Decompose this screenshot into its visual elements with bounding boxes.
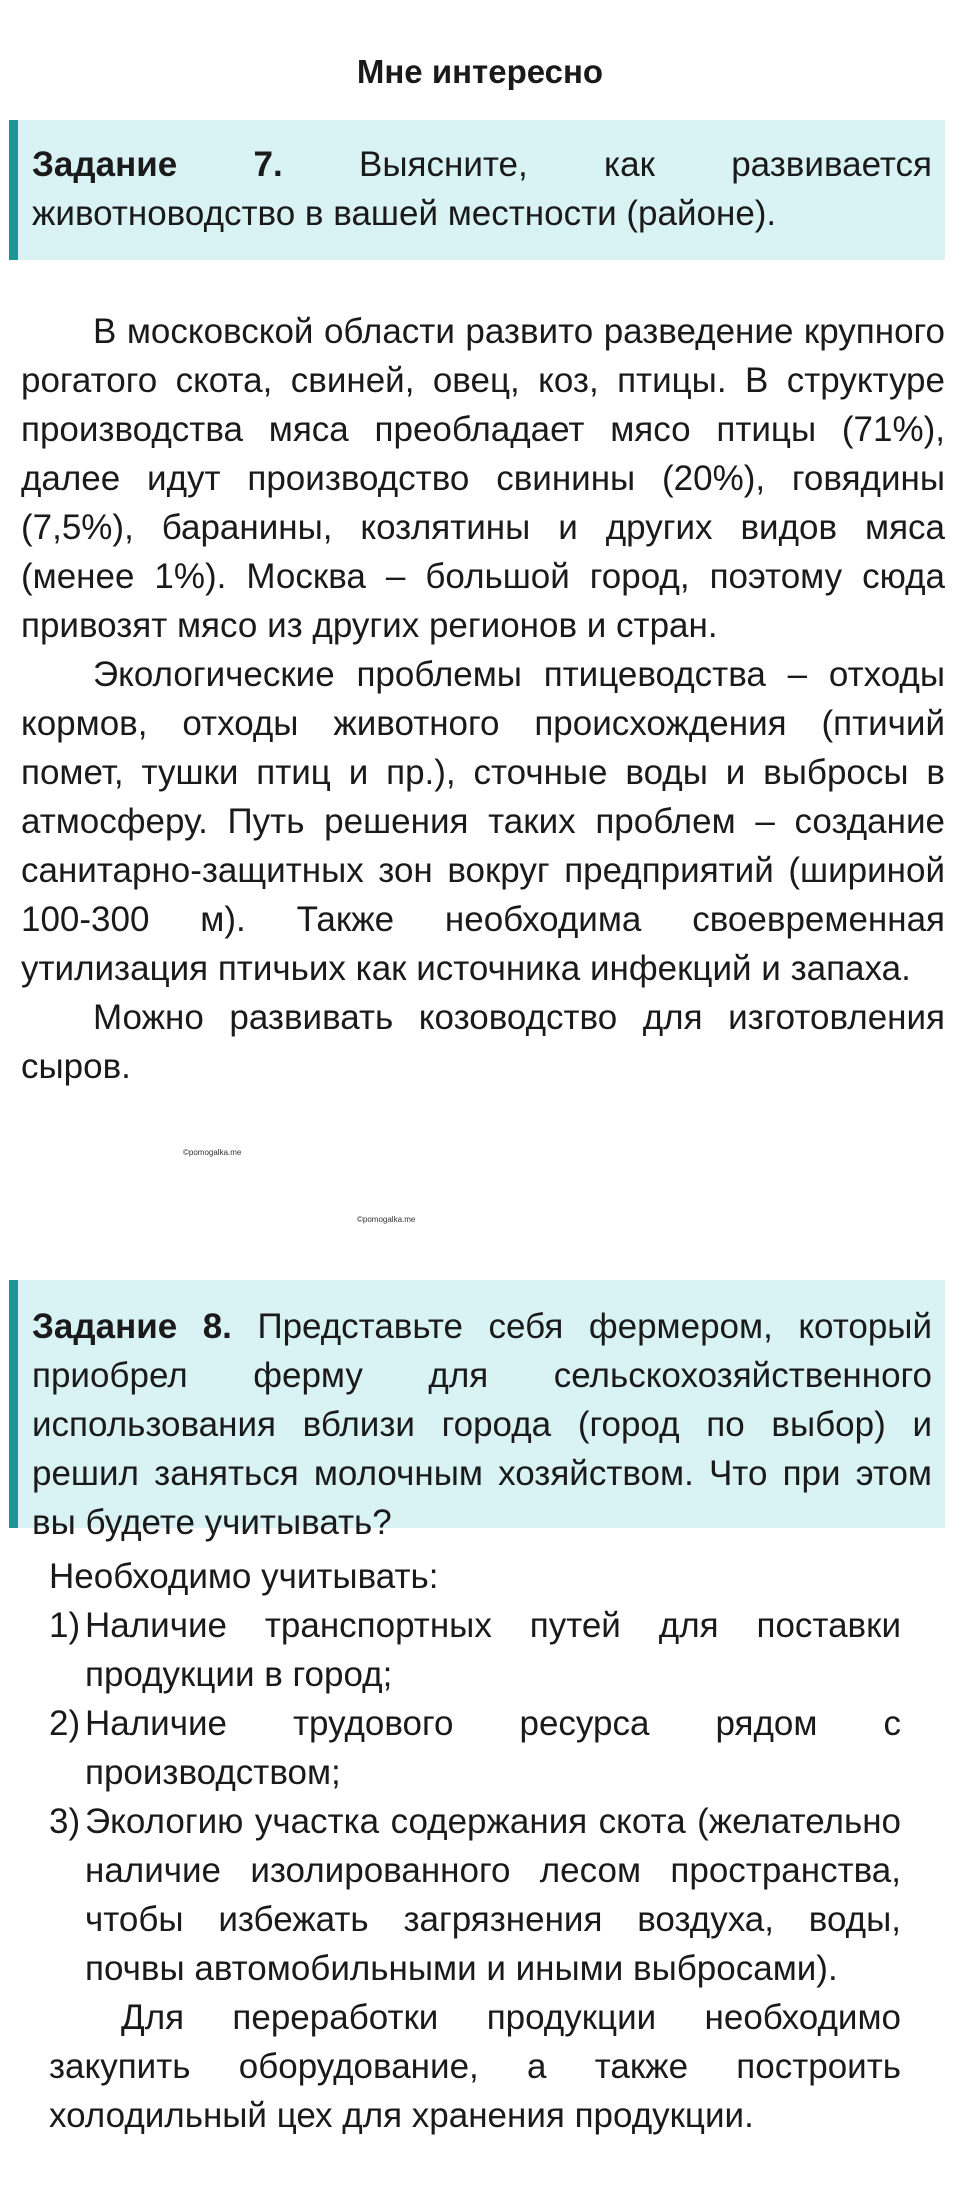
- answer-8-lead: Необходимо учитывать:: [49, 1557, 439, 1596]
- answer-8-closing: Для переработки продукции необходимо закупить оборудование, а также построить холодильный цех для хранения продукции.: [49, 1998, 901, 2135]
- list-item-text: Наличие транспортных путей для поставки продукции в город;: [85, 1606, 901, 1694]
- watermark: ©pomogalka.me: [183, 1148, 242, 1157]
- answer-8-list: [49, 1601, 901, 1993]
- task-7-label: Задание 7.: [32, 145, 283, 184]
- list-item: [49, 1699, 901, 1797]
- task-8-answer: [49, 1552, 901, 2140]
- task-8-box: [9, 1280, 945, 1542]
- list-item-number: 1): [49, 1606, 81, 1645]
- answer-7-paragraph-2: Экологические проблемы птицеводства – отходы кормов, отходы животного происхождения (птичий помет, тушки птиц и пр.), сточные воды и выбросы в атмосферу. Путь решения таких проблем – создание санитарно-защитных зон вокруг предприятий (шириной 100-300 м). Также необходима своевременная утилизация птичьих как источника инфекций и запаха.: [21, 655, 945, 988]
- list-item-number: 2): [49, 1704, 81, 1743]
- watermark: ©pomogalka.me: [357, 1215, 416, 1224]
- task-7-box: [9, 120, 945, 260]
- list-item-text: Экологию участка содержания скота (желательно наличие изолированного лесом пространства, чтобы избежать загрязнения воздуха, воды, почвы автомобильными и иными выбросами).: [85, 1802, 901, 1988]
- task-8-label: Задание 8.: [32, 1307, 232, 1346]
- task-7-text: Выясните, как развивается животноводство в вашей местности (районе).: [32, 145, 932, 233]
- list-item: [49, 1601, 901, 1699]
- list-item: [49, 1797, 901, 1993]
- page-title: Мне интересно: [356, 53, 604, 90]
- task-7-answer: [21, 307, 945, 1091]
- list-item-number: 3): [49, 1802, 81, 1841]
- answer-7-paragraph-1: В московской области развито разведение крупного рогатого скота, свиней, овец, коз, птицы. В структуре производства мяса преобладает мясо птицы (71%), далее идут производство свинины (20%), говядины (7,5%), баранины, козлятины и других видов мяса (менее 1%). Москва – большой город, поэтому сюда привозят мясо из других регионов и стран.: [21, 312, 945, 645]
- task-8-text: Представьте себя фермером, который приобрел ферму для сельскохозяйственного использования вблизи города (город по выбор) и решил заняться молочным хозяйством. Что при этом вы будете учитывать?: [32, 1307, 932, 1542]
- list-item-text: Наличие трудового ресурса рядом с производством;: [85, 1704, 901, 1792]
- answer-7-paragraph-3: Можно развивать козоводство для изготовления сыров.: [21, 998, 945, 1086]
